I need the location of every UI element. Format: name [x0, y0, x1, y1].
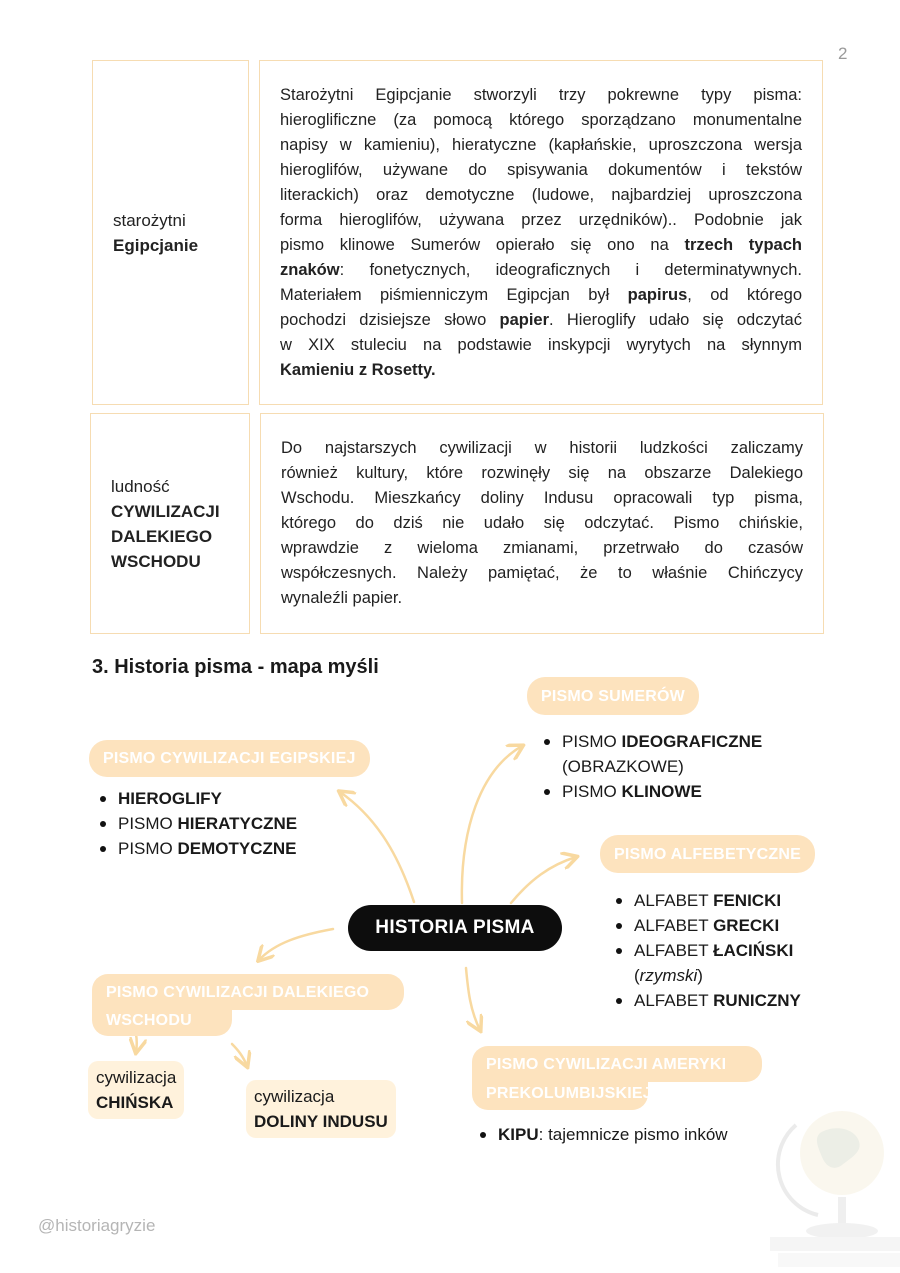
text-run: trzech typach: [684, 236, 802, 254]
text-run: PISMO: [118, 814, 178, 833]
list-item: [612, 888, 801, 913]
text-run: PISMO: [562, 782, 622, 801]
globe-icon: [760, 1105, 900, 1273]
text-run: KIPU: [498, 1125, 539, 1144]
text-run: ALFABET: [634, 991, 714, 1010]
list-item: [476, 1122, 728, 1147]
list-item: [612, 988, 801, 1013]
label-bold: CYWILIZACJI: [111, 501, 220, 521]
text-run: również kultury, które rozwinęły się na obszarze Dalekiego: [281, 464, 803, 482]
text-run: HIERATYCZNE: [177, 814, 298, 833]
list-item: [612, 938, 801, 988]
text-run: papier: [499, 311, 550, 329]
pill-america-line2: PREKOLUMBIJSKIEJ: [486, 1084, 652, 1102]
pill-far-east-second: [92, 1004, 232, 1036]
indus-line1: cywilizacja: [254, 1087, 335, 1106]
text-run: znaków: [280, 261, 340, 279]
text-run: KLINOWE: [621, 782, 702, 801]
text-run: wynaleźli papier.: [281, 589, 403, 607]
mindmap-center-node: HISTORIA PISMA: [348, 905, 562, 951]
indus-line2: DOLINY INDUSU: [254, 1112, 388, 1131]
pill-america-second: [472, 1076, 652, 1110]
arrow-to-indus: [232, 1044, 247, 1066]
text-run: napisy w kamieniu), hieratyczne (kapłańskie, uproszczona wersja: [280, 136, 802, 154]
text-run: ALFABET: [634, 941, 714, 960]
text-run: hieroglifów, używane do spisywania dokumentów i tekstów: [280, 161, 802, 179]
text-run: Do najstarszych cywilizacji w historii ludzkości zaliczamy: [281, 439, 803, 457]
text-run: DEMOTYCZNE: [177, 839, 297, 858]
pill-alphabet: PISMO ALFEBETYCZNE: [600, 835, 815, 873]
list-item: [612, 913, 801, 938]
pill-far-east-line1: PISMO CYWILIZACJI DALEKIEGO: [106, 983, 370, 1001]
text-run: FENICKI: [713, 891, 782, 910]
page-number: 2: [838, 44, 848, 63]
arrow-to-sumer: [462, 746, 522, 903]
text-run: ): [697, 966, 703, 985]
label-line: ludność: [111, 476, 170, 496]
arrow-to-alphabet: [511, 857, 576, 903]
text-run: , od którego: [687, 286, 802, 304]
arrow-to-egypt: [340, 792, 414, 902]
text-run: ŁACIŃSKI: [713, 941, 794, 960]
list-item: [96, 786, 297, 811]
text-run: Kamieniu z Rosetty.: [280, 361, 436, 379]
text-run: RUNICZNY: [713, 991, 801, 1010]
text-run: Starożytni Egipcjanie stworzyli trzy pokrewne typy pisma:: [280, 86, 802, 104]
list-sumer: [540, 729, 762, 804]
text-run: ALFABET: [634, 891, 714, 910]
pill-america-line1: PISMO CYWILIZACJI AMERYKI: [486, 1055, 727, 1073]
list-alphabet: [612, 888, 801, 1013]
label-bold: WSCHODU: [111, 551, 201, 571]
text-run: rzymski: [639, 966, 698, 985]
label-bold: DALEKIEGO: [111, 526, 213, 546]
text-run: literackich) oraz demotyczne (ludowe, najbardziej uproszczona: [280, 186, 802, 204]
arrow-to-chinese: [136, 1034, 137, 1052]
list-item: [540, 779, 762, 804]
text-run: wprawdzie z wieloma zmianami, przetrwało do czasów: [281, 539, 803, 557]
text-run: GRECKI: [713, 916, 780, 935]
text-run: HIEROGLIFY: [118, 789, 222, 808]
pill-sumer: PISMO SUMERÓW: [527, 677, 699, 715]
text-run: PISMO: [118, 839, 178, 858]
sub-pill-chinese: [88, 1061, 184, 1119]
arrow-to-america: [466, 968, 480, 1030]
text-run: hieroglificzne (za pomocą którego sporządzano monumentalne: [280, 111, 802, 129]
text-run: którego do dziś nie udało się odczytać. Pismo chińskie,: [281, 514, 803, 532]
text-run: : fonetycznych, ideograficznych i determinatywnych.: [339, 261, 802, 279]
arrow-to-far-east: [259, 929, 333, 960]
label-line: starożytni: [113, 210, 186, 230]
chinese-line2: CHIŃSKA: [96, 1093, 174, 1112]
section-title: 3. Historia pisma - mapa myśli: [92, 656, 379, 678]
text-run: pismo klinowe Sumerów opierało się ono na: [280, 236, 685, 254]
label-bold: Egipcjanie: [113, 235, 199, 255]
text-run: w XIX stuleciu na podstawie inskypcji wyrytych na słynnym: [280, 336, 802, 354]
footer-handle: @historiagryzie: [38, 1216, 156, 1235]
list-egypt: [96, 786, 297, 861]
text-run: Wschodu. Mieszkańcy doliny Indusu opracowali typ pisma,: [281, 489, 803, 507]
text-run: pochodzi dzisiejsze słowo: [280, 311, 500, 329]
list-item: [540, 729, 762, 779]
chinese-line1: cywilizacja: [96, 1068, 177, 1087]
text-run: ALFABET: [634, 916, 714, 935]
text-run: forma hieroglifów, używana przez urzędników).. Podobnie jak: [280, 211, 802, 229]
list-america: [476, 1122, 728, 1147]
list-item: [96, 836, 297, 861]
pill-far-east-line2: WSCHODU: [106, 1011, 192, 1029]
sub-pill-indus: [246, 1080, 396, 1138]
text-run: Materiałem piśmienniczym Egipcjan był: [280, 286, 628, 304]
list-item: [96, 811, 297, 836]
text-run: współczesnych. Należy pamiętać, że to właśnie Chińczycy: [281, 564, 803, 582]
pill-egypt: PISMO CYWILIZACJI EGIPSKIEJ: [89, 740, 370, 777]
text-run: : tajemnicze pismo inków: [538, 1125, 728, 1144]
text-run: . Hieroglify udało się odczytać: [549, 311, 802, 329]
text-run: PISMO: [562, 732, 622, 751]
text-run: papirus: [627, 286, 688, 304]
text-run: (OBRAZKOWE): [562, 757, 684, 776]
text-run: (: [634, 966, 640, 985]
text-run: IDEOGRAFICZNE: [621, 732, 763, 751]
